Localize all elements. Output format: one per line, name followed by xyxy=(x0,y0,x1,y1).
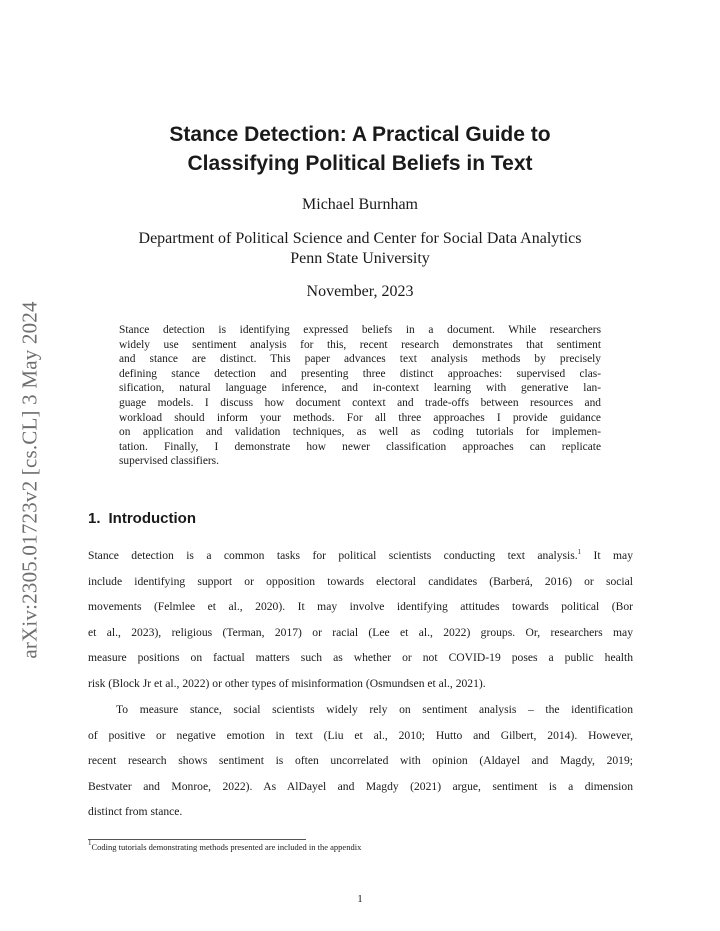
abstract-line: Stance detection is identifying expressed beliefs in a document. While researchers xyxy=(119,324,601,336)
abstract-line: sification, natural language inference, and in-context learning with generative lan- xyxy=(119,382,601,395)
author-name: Michael Burnham xyxy=(302,196,418,213)
paragraph-line: et al., 2023), religious (Terman, 2017) or racial (Lee et al., 2022) groups. Or, researchers may xyxy=(88,625,633,639)
paragraph-line xyxy=(88,543,633,569)
title-line: Classifying Political Beliefs in Text xyxy=(187,152,533,175)
abstract-line: tation. Finally, I demonstrate how newer classification approaches can replicate xyxy=(119,440,601,453)
section-title: Introduction xyxy=(108,510,196,527)
paragraph-line: Bestvater and Monroe, 2022). As AlDayel and Magdy (2021) argue, sentiment is a dimension xyxy=(88,779,633,793)
footnote-marker[interactable]: 1 xyxy=(577,548,582,556)
title-line: Stance Detection: A Practical Guide to xyxy=(169,123,551,146)
arxiv-identifier-sidebar xyxy=(0,270,60,690)
paragraph-line: distinct from stance. xyxy=(88,805,183,819)
publication-date: November, 2023 xyxy=(306,283,414,300)
abstract-line: workload should inform your methods. For all three approaches I provide guidance xyxy=(119,411,601,424)
body-paragraph xyxy=(88,697,633,825)
abstract-line: widely use sentiment analysis for this, recent research demonstrates that sentiment xyxy=(119,338,601,351)
paragraph-line: recent research shows sentiment is often uncorrelated with opinion (Aldayel and Magdy, 2019; xyxy=(88,754,633,768)
section-number: 1. xyxy=(88,510,101,527)
paragraph-line: risk (Block Jr et al., 2022) or other types of misinformation (Osmundsen et al., 2021). xyxy=(88,676,486,690)
abstract xyxy=(119,323,601,469)
footnote-divider xyxy=(88,839,306,840)
affiliation-line: Department of Political Science and Center for Social Data Analytics xyxy=(138,230,582,247)
paragraph-line: To measure stance, social scientists widely rely on sentiment analysis – the identification xyxy=(116,703,633,716)
abstract-line: supervised classifiers. xyxy=(119,455,219,468)
paragraph-text: Stance detection is a common tasks for political scientists conducting text analysis. xyxy=(88,549,578,562)
paragraph-line: include identifying support or opposition towards electoral candidates (Barberá, 2016) or social xyxy=(88,574,633,588)
abstract-line: and stance are distinct. This paper advances text analysis methods by precisely xyxy=(119,353,601,366)
paragraph-line: movements (Felmlee et al., 2020). It may involve identifying attitudes towards political (Bor xyxy=(88,600,633,614)
footnote xyxy=(88,839,362,853)
footnote-text: Coding tutorials demonstrating methods presented are included in the appendix xyxy=(91,842,362,852)
section-heading xyxy=(88,510,196,527)
paper-title xyxy=(80,120,640,178)
paragraph-line: of positive or negative emotion in text (Liu et al., 2010; Hutto and Gilbert, 2014). However, xyxy=(88,728,633,742)
footnote-number: 1 xyxy=(88,839,92,847)
page-number: 1 xyxy=(357,893,363,905)
abstract-line: on application and validation techniques, as well as coding tutorials for implemen- xyxy=(119,426,601,439)
affiliation-line: Penn State University xyxy=(290,250,430,267)
arxiv-identifier: arXiv:2305.01723v2 [cs.CL] 3 May 2024 xyxy=(17,301,42,659)
affiliation xyxy=(80,229,640,269)
paragraph-text: It may xyxy=(581,549,633,562)
body-paragraph xyxy=(88,543,633,697)
paragraph-line: measure positions on factual matters such as whether or not COVID-19 poses a public health xyxy=(88,651,633,665)
abstract-line: guage models. I discuss how document context and trade-offs between resources and xyxy=(119,396,601,409)
abstract-line: defining stance detection and presenting three distinct approaches: supervised clas- xyxy=(119,367,601,380)
